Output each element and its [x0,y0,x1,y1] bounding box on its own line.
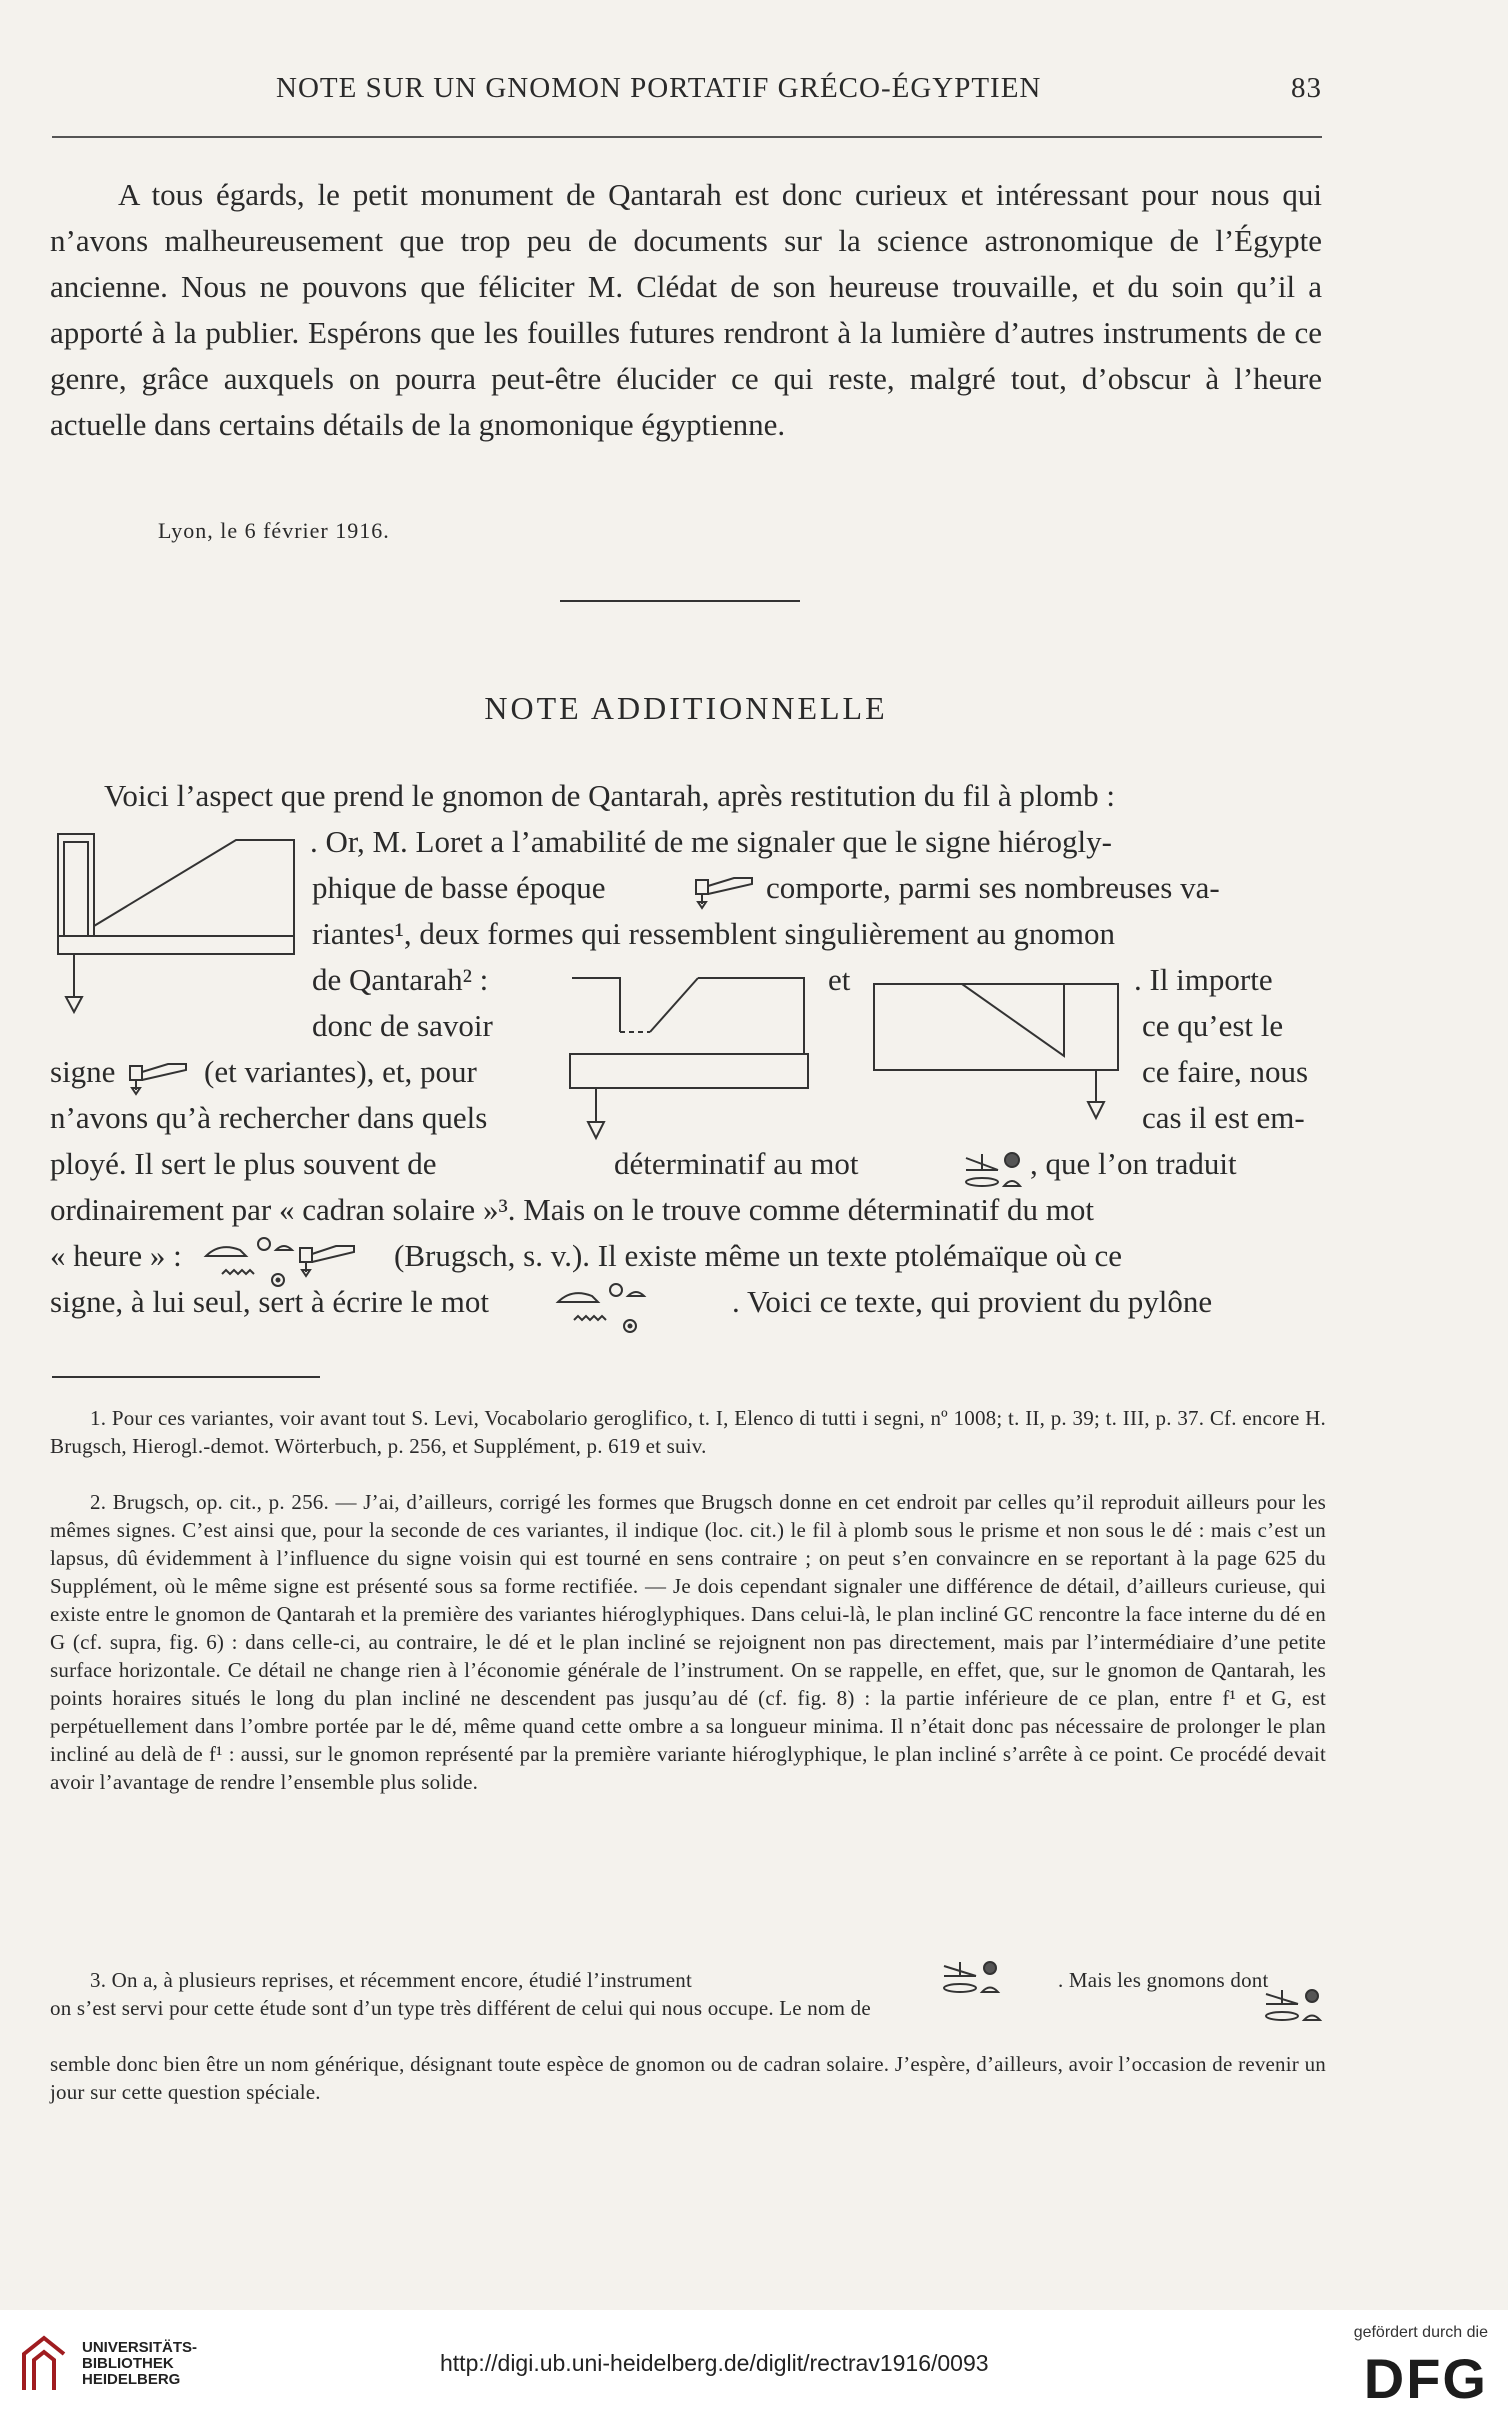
body-line-1: Voici l’aspect que prend le gnomon de Qantarah, après restitution du fil à plomb : [104,778,1115,813]
body-line-11b: (Brugsch, s. v.). Il existe même un texte ptolémaïque où ce [394,1238,1123,1273]
body-line-10: ordinairement par « cadran solaire »³. Mais on le trouve comme déterminatif du mot [50,1192,1095,1227]
body-line-9a: ployé. Il sert le plus souvent de [50,1146,437,1181]
footnote-3: 3. On a, à plusieurs reprises, et récemment encore, étudié l’instrument . Mais les gnomons dont on s’est servi pour cette étude sont d’un type très différent de celui qui nous occupe. Le nom de semble donc bien être un nom générique, désignant toute espèce de gnomon ou de cadran solaire. J’espère, d’ailleurs, avoir l’occasion de revenir un jour sur cette question spéciale. [50,1966,1326,2106]
body-line-3a: phique de basse époque [312,870,606,905]
source-url-link[interactable]: http://digi.ub.uni-heidelberg.de/diglit/rectrav1916/0093 [440,2350,989,2376]
body-line-6b: ce qu’est le [1142,1008,1284,1043]
library-logo-icon [20,2334,70,2394]
body-line-7c: ce faire, nous [1142,1054,1309,1089]
section-rule [560,600,800,602]
funded-by-label: gefördert durch die [1353,2324,1488,2341]
body-line-12a: signe, à lui seul, sert à écrire le mot [50,1284,490,1319]
footnote-1: 1. Pour ces variantes, voir avant tout S. Levi, Vocabolario geroglifico, t. I, Elenco di tutti i segni, nº 1008; t. II, p. 39; t. III, p. 37. Cf. encore H. Brugsch, Hierogl.-demot. Wörterbuch, p. 256, et Supplément, p. 619 et suiv. [50,1406,1326,1458]
header-rule [52,136,1322,138]
running-title: NOTE SUR UN GNOMON PORTATIF GRÉCO-ÉGYPTIEN [276,72,1042,104]
body-line-8a: n’avons qu’à rechercher dans quels [50,1100,488,1135]
footnote-rule [52,1376,320,1378]
place-date: Lyon, le 6 février 1916. [158,518,390,543]
paragraph-1: A tous égards, le petit monument de Qantarah est donc curieux et intéressant pour nous qui n’avons malheureusement que trop peu de documents sur la science astronomique de l’Égypte ancienne. Nous ne pouvons que féliciter M. Clédat de son heureuse trouvaille, et du soin qu’il a apporté à la publier. Espérons que les fouilles futures rendront à la lumière d’autres instruments de ce genre, grâce auxquels on pourra peut-être élucider ce qui reste, malgré tout, d’obscur à l’heure actuelle dans certains détails de la gnomonique égyptienne. [50,177,1322,442]
body-line-9c: , que l’on traduit [1030,1146,1237,1181]
body-line-12b: . Voici ce texte, qui provient du pylône [732,1284,1213,1319]
sundial-word-glyph-fn [940,1958,1000,1998]
dfg-logo: DFG [1363,2347,1488,2410]
body-line-5a: de Qantarah² : [312,962,489,997]
body-line-7a: signe [50,1054,116,1089]
body-line-5b: et [828,962,851,997]
body-line-7b: (et variantes), et, pour [204,1054,477,1089]
library-name: UNIVERSITÄTS- BIBLIOTHEK HEIDELBERG [82,2339,198,2388]
footnote-2: 2. Brugsch, op. cit., p. 256. — J’ai, d’ailleurs, corrigé les formes que Brugsch donne en cet endroit par celles qu’il reproduit ailleurs pour les mêmes signes. C’est ainsi que, pour la seconde de ces variantes, il indique (loc. cit.) le fil à plomb sous le prisme et non sous le dé : mais c’est un lapsus, dû évidemment à l’influence du signe voisin qui est tourné en sens contraire ; on peut s’en convaincre en se reportant à la page 625 du Supplément, où le même signe est présenté sous sa forme rectifiée. — Je dois cependant signaler une différence de détail, d’ailleurs curieuse, qui existe entre le gnomon de Qantarah et la première des variantes hiéroglyphiques. Dans celui-là, le plan incliné GC rencontre la face interne du dé en G (cf. supra, fig. 6) : dans celle-ci, au contraire, le dé et le plan incliné se rejoignent non pas directement, mais par l’intermédiaire d’une petite surface horizontale. Ce détail ne change rien à l’économie générale de l’instrument. On se rappelle, en effet, que, sur le gnomon de Qantarah, les points horaires situés le long du plan incliné ne descendent pas jusqu’au dé (cf. fig. 8) : la partie inférieure de ce plan, entre f¹ et G, est perpétuellement dans l’ombre portée par le dé, même quand cette ombre a sa longueur minima. Il n’était donc pas nécessaire de prolonger le plan incliné au delà de f¹ : aussi, sur le gnomon représenté par la première variante hiéroglyphique, le plan incliné s’arrête à ce point. Ce procédé devait avoir l’avantage de rendre l’ensemble plus solide. [50,1490,1326,1794]
sundial-word-glyph-fn-2 [1262,1986,1322,2026]
digitization-footer [0,2310,1508,2422]
body-line-3b: comporte, parmi ses nombreuses va- [766,870,1220,905]
gnomon-sign-glyph-2 [128,1058,188,1094]
section-title: NOTE ADDITIONNELLE [484,690,888,726]
body-line-9b: déterminatif au mot [614,1146,859,1181]
body-line-4: riantes¹, deux formes qui ressemblent singulièrement au gnomon [312,916,1116,951]
page-number: 83 [1291,72,1322,104]
gnomon-figure [56,832,296,1032]
body-line-6a: donc de savoir [312,1008,493,1043]
body-line-2: . Or, M. Loret a l’amabilité de me signaler que le signe hiérogly- [310,824,1112,859]
variant-2-figure [872,972,1122,1172]
body-line-5c: . Il importe [1134,962,1273,997]
variant-1-figure [568,972,818,1172]
body-line-8b: cas il est em- [1142,1100,1305,1135]
gnomon-sign-glyph [694,872,754,908]
sundial-word-glyph [962,1148,1022,1192]
body-line-11a: « heure » : [50,1238,182,1273]
hour-word-glyph-2 [552,1282,712,1342]
